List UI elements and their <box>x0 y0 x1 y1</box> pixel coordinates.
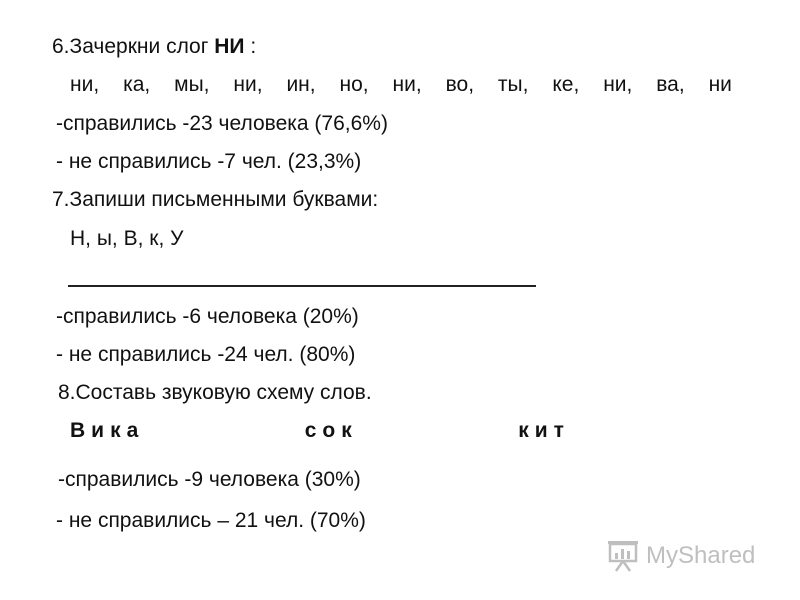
task8-success: -справились -9 человека (30%) <box>58 468 361 491</box>
task6-success: -справились -23 человека (76,6%) <box>56 112 388 135</box>
syllable-item: ты, <box>497 73 529 96</box>
syllable-item: ке, <box>552 73 580 96</box>
task6-syllables <box>70 72 732 98</box>
word-item: кит <box>518 419 570 442</box>
word-item: сок <box>304 419 358 442</box>
task8-words <box>70 418 570 444</box>
task6-fail: - не справились -7 чел. (23,3%) <box>56 150 362 173</box>
syllable-item: ин, <box>286 73 316 96</box>
syllable-item: ни, <box>233 73 263 96</box>
syllable-item: ва, <box>656 73 685 96</box>
task6-suffix: : <box>244 35 257 58</box>
word-item: Вика <box>70 419 145 442</box>
watermark <box>606 536 776 576</box>
syllable-item: но, <box>339 73 369 96</box>
task8-heading: 8.Составь звуковую схему слов. <box>58 381 372 404</box>
syllable-item: ни, <box>603 73 633 96</box>
task6-syllable: НИ <box>214 35 245 58</box>
task6-prefix: 6.Зачеркни слог <box>52 35 215 58</box>
task7-heading: 7.Запиши письменными буквами: <box>52 188 379 211</box>
answer-line <box>68 285 536 287</box>
task7-letters: Н, ы, В, к, У <box>70 227 184 250</box>
projector-screen-icon <box>606 539 640 573</box>
task8-fail: - не справились – 21 чел. (70%) <box>56 509 366 532</box>
syllable-item: ни, <box>70 73 100 96</box>
syllable-item: мы, <box>174 73 210 96</box>
task7-fail: - не справились -24 чел. (80%) <box>56 343 356 366</box>
watermark-text: MyShared <box>646 542 756 569</box>
task6-heading <box>52 34 256 60</box>
task7-success: -справились -6 человека (20%) <box>56 305 359 328</box>
syllable-item: ни, <box>392 73 422 96</box>
syllable-item: во, <box>445 73 475 96</box>
syllable-item: ни <box>708 73 732 96</box>
syllable-item: ка, <box>123 73 151 96</box>
